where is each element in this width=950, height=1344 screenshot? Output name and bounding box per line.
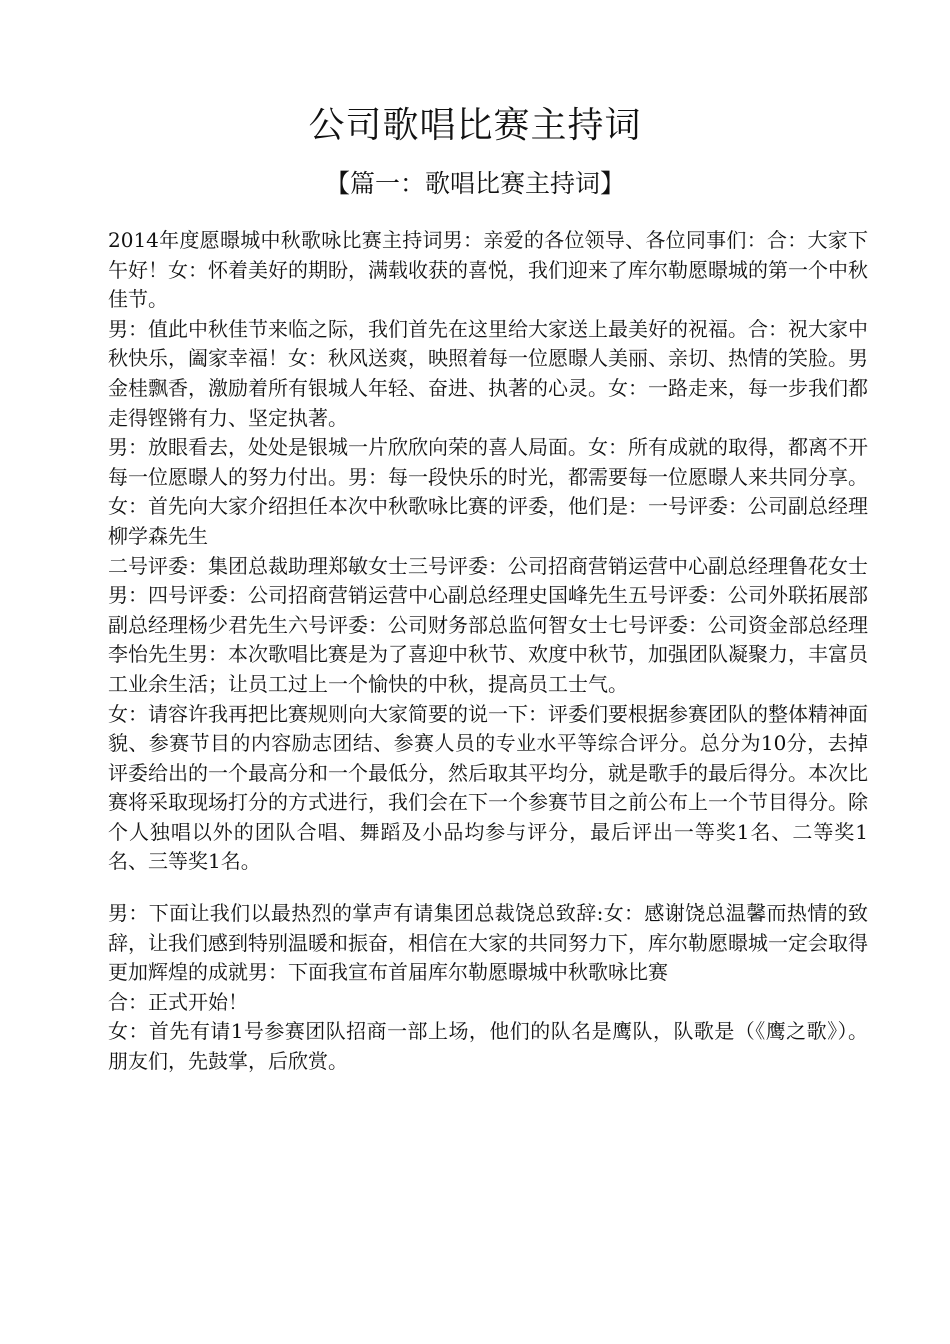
paragraph: 女：请容许我再把比赛规则向大家简要的说一下：评委们要根据参赛团队的整体精神面貌、参赛节目的内容励志团结、参赛人员的专业水平等综合评分。总分为10分，去掉评委给出的一个最高分和一个最低分，然后取其平均分，就是歌手的最后得分。本次比赛将采取现场打分的方式进行，我们会在下一个参赛节目之前公布上一个节目得分。除个人独唱以外的团队合唱、舞蹈及小品均参与评分，最后评出一等奖1名、二等奖1名、三等奖1名。 xyxy=(108,701,868,874)
paragraph: 2014年度愿暻城中秋歌咏比赛主持词男：亲爱的各位领导、各位同事们：合：大家下午好！女：怀着美好的期盼，满载收获的喜悦，我们迎来了库尔勒愿暻城的第一个中秋佳节。 xyxy=(108,228,868,312)
paragraph: 男：放眼看去，处处是银城一片欣欣向荣的喜人局面。女：所有成就的取得，都离不开每一位愿暻人的努力付出。男：每一段快乐的时光，都需要每一位愿暻人来共同分享。女：首先向大家介绍担任本次中秋歌咏比赛的评委，他们是：一号评委：公司副总经理柳学森先生 xyxy=(108,435,868,548)
paragraph: 男：值此中秋佳节来临之际，我们首先在这里给大家送上最美好的祝福。合：祝大家中秋快乐，阖家幸福！女：秋风送爽，映照着每一位愿暻人美丽、亲切、热情的笑脸。男金桂飘香，激励着所有银城人年轻、奋进、执著的心灵。女：一路走来，每一步我们都走得铿锵有力、坚定执著。 xyxy=(108,316,868,430)
paragraph: 男：下面让我们以最热烈的掌声有请集团总裁饶总致辞:女：感谢饶总温馨而热情的致辞，让我们感到特别温暖和振奋，相信在大家的共同努力下，库尔勒愿暻城一定会取得更加辉煌的成就男：下面我宣布首届库尔勒愿暻城中秋歌咏比赛 xyxy=(108,901,868,985)
paragraph: 二号评委：集团总裁助理郑敏女士三号评委：公司招商营销运营中心副总经理鲁花女士男：四号评委：公司招商营销运营中心副总经理史国峰先生五号评委：公司外联拓展部副总经理杨少君先生六号评委：公司财务部总监何智女士七号评委：公司资金部总经理李怡先生男：本次歌唱比赛是为了喜迎中秋节、欢度中秋节，加强团队凝聚力，丰富员工业余生活；让员工过上一个愉快的中秋，提高员工士气。 xyxy=(108,553,868,696)
paragraph: 女：首先有请1号参赛团队招商一部上场，他们的队名是鹰队，队歌是（《鹰之歌》）。朋友们，先鼓掌，后欣赏。 xyxy=(108,1019,868,1074)
document-subtitle: 【篇一：歌唱比赛主持词】 xyxy=(324,169,625,198)
paragraph: 合：正式开始！ xyxy=(108,989,248,1014)
document-title: 公司歌唱比赛主持词 xyxy=(308,105,642,146)
document-body xyxy=(108,226,868,1077)
